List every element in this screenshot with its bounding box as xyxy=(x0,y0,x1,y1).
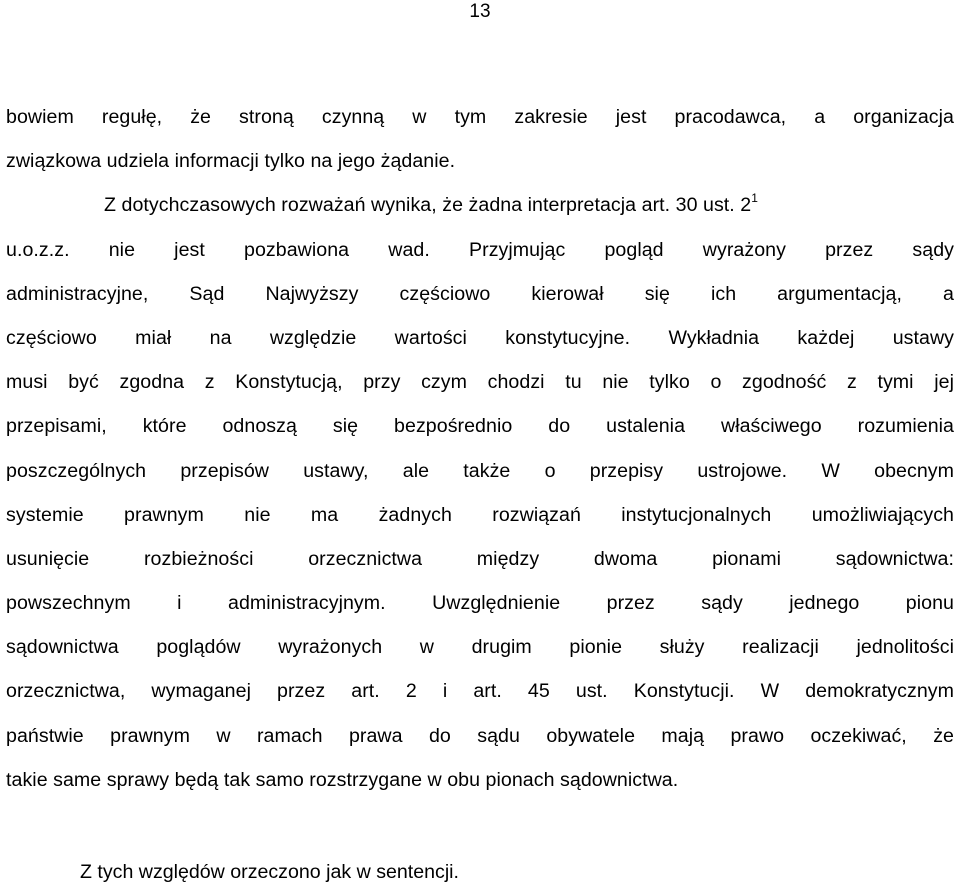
text-line-3 xyxy=(6,183,954,227)
text-line-6: częściowo miał na względzie wartości konstytucyjne. Wykładnia każdej ustawy xyxy=(6,326,954,349)
text-line-10: systemie prawnym nie ma żadnych rozwiązań instytucjonalnych umożliwiających xyxy=(6,503,954,526)
text-line-9: poszczególnych przepisów ustawy, ale także o przepisy ustrojowe. W obecnym xyxy=(6,459,954,482)
page-number: 13 xyxy=(469,1,491,22)
text-line-13: sądownictwa poglądów wyrażonych w drugim pionie służy realizacji jednolitości xyxy=(6,636,954,659)
text-line-8: przepisami, które odnoszą się bezpośrednio do ustalenia właściwego rozumienia xyxy=(6,415,954,438)
text-line-15: państwie prawnym w ramach prawa do sądu obywatele mają prawo oczekiwać, że xyxy=(6,724,954,747)
text-line-4: u.o.z.z. nie jest pozbawiona wad. Przyjmując pogląd wyrażony przez sądy xyxy=(6,238,954,261)
text-line-3-content: Z dotychczasowych rozważań wynika, że żadna interpretacja art. 30 ust. 2 xyxy=(104,194,752,217)
footnote-superscript: 1 xyxy=(751,190,758,205)
text-line-16: takie same sprawy będą tak samo rozstrzygane w obu pionach sądownictwa. xyxy=(6,768,679,791)
text-line-11: usunięcie rozbieżności orzecznictwa między dwoma pionami sądownictwa: xyxy=(6,547,954,570)
text-line-2: związkowa udziela informacji tylko na jego żądanie. xyxy=(6,150,456,173)
text-line-12: powszechnym i administracyjnym. Uwzględnienie przez sądy jednego pionu xyxy=(6,592,954,615)
text-line-5: administracyjne, Sąd Najwyższy częściowo kierował się ich argumentacją, a xyxy=(6,282,954,305)
text-line-7: musi być zgodna z Konstytucją, przy czym chodzi tu nie tylko o zgodność z tymi jej xyxy=(6,371,954,394)
text-line-14: orzecznictwa, wymaganej przez art. 2 i art. 45 ust. Konstytucji. W demokratycznym xyxy=(6,680,954,703)
closing-sentence: Z tych względów orzeczono jak w sentencji. xyxy=(80,861,459,883)
body-text xyxy=(6,95,954,802)
text-line-1: bowiem regułę, że stroną czynną w tym zakresie jest pracodawca, a organizacja xyxy=(6,106,954,128)
